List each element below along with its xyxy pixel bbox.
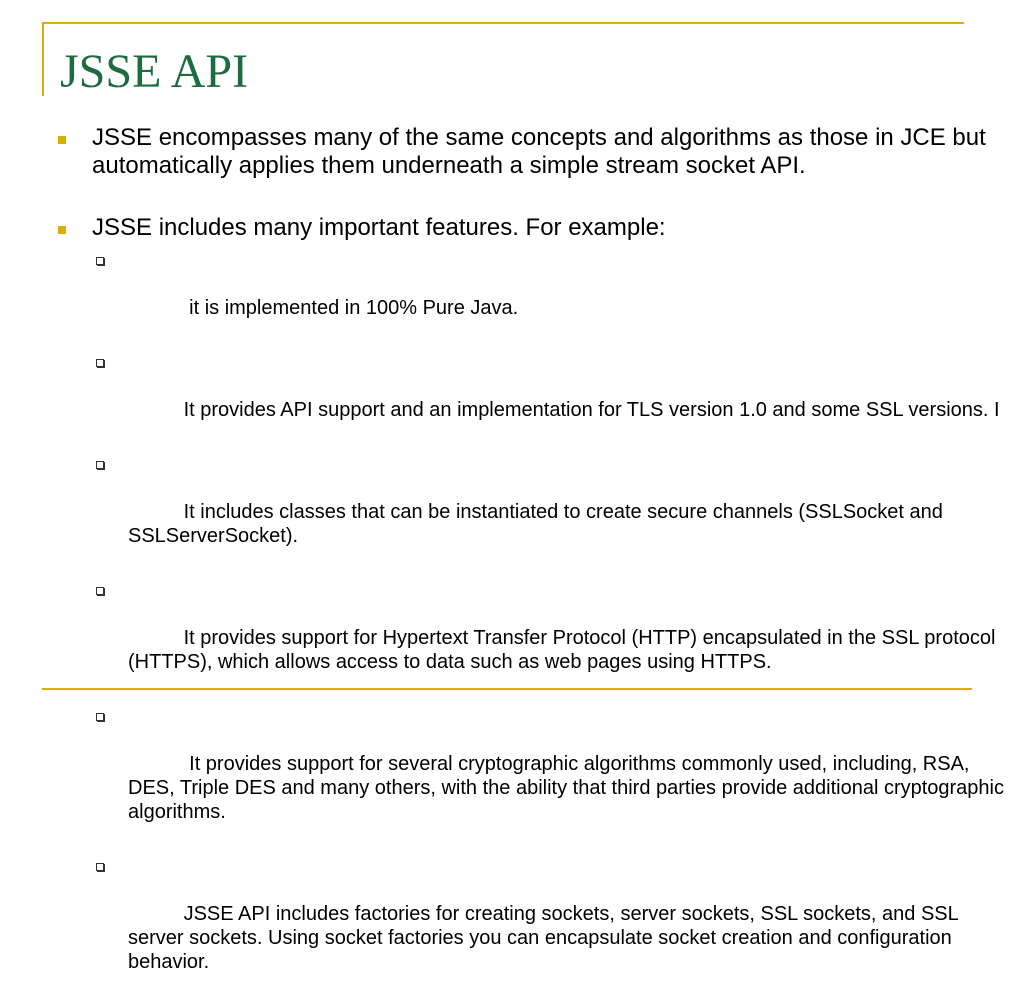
- hollow-square-bullet-icon: [96, 461, 104, 469]
- slide-title: JSSE API: [60, 45, 249, 98]
- slide-body: [56, 124, 1010, 1004]
- hollow-square-bullet-icon: [96, 359, 104, 367]
- bullet-item: [56, 214, 1010, 998]
- hollow-square-bullet-icon: [96, 713, 104, 721]
- sub-bullet-text: It provides support for several cryptographic algorithms commonly used, including, RSA, DES, Triple DES and many others, with the ability that third parties provide additional cryptographic algorithms.: [128, 753, 1010, 823]
- sub-bullet-item: [56, 350, 1006, 446]
- square-bullet-icon: [58, 136, 66, 144]
- hollow-square-bullet-icon: [96, 863, 104, 871]
- sub-bullet-text: JSSE API includes factories for creating sockets, server sockets, SSL sockets, and SSL server sockets. Using socket factories you can encapsulate socket creation and configuration behavior.: [128, 903, 964, 973]
- bullet-item: [56, 124, 1006, 180]
- frame-bottom-rule: [42, 688, 972, 690]
- frame-left-rule: [42, 22, 44, 96]
- hollow-square-bullet-icon: [96, 257, 104, 265]
- sub-bullet-text: It provides API support and an implementation for TLS version 1.0 and some SSL versions. I: [183, 399, 1000, 421]
- sub-bullet-list: [56, 248, 1010, 998]
- sub-bullet-text: it is implemented in 100% Pure Java.: [183, 297, 519, 319]
- sub-bullet-text: It includes classes that can be instantiated to create secure channels (SSLSocket and SSLServerSocket).: [128, 501, 949, 547]
- sub-bullet-text: It provides support for Hypertext Transfer Protocol (HTTP) encapsulated in the SSL protocol (HTTPS), which allows access to data such as web pages using HTTPS.: [128, 627, 1001, 673]
- square-bullet-icon: [58, 226, 66, 234]
- sub-bullet-item: [56, 248, 1006, 344]
- frame-top-rule: [42, 22, 964, 24]
- sub-bullet-item: [56, 452, 1006, 572]
- bullet-text: JSSE encompasses many of the same concepts and algorithms as those in JCE but automatically applies them underneath a simple stream socket API.: [92, 124, 986, 179]
- hollow-square-bullet-icon: [96, 587, 104, 595]
- sub-bullet-item: [56, 704, 1010, 848]
- bullet-text: JSSE includes many important features. For example:: [92, 214, 666, 241]
- sub-bullet-item: [56, 578, 1006, 698]
- sub-bullet-item: [56, 854, 1006, 998]
